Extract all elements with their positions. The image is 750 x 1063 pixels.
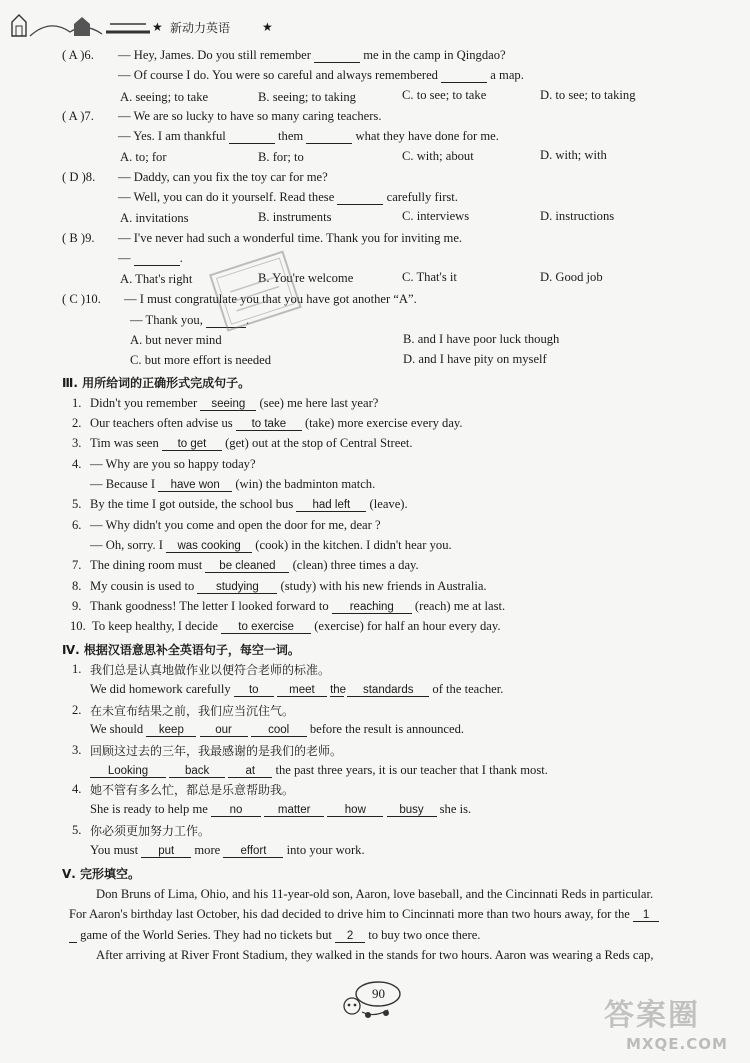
option: C. but more effort is needed	[130, 353, 272, 367]
option: B. seeing; to taking	[258, 90, 356, 104]
passage-line: For Aaron's birthday last October, his dad decided to drive him to Cincinnati more than two hours away, for the 1	[69, 907, 659, 922]
fill-sentence: Thank goodness! The letter I looked forward to reaching (reach) me at last.	[90, 599, 506, 613]
item-number: 2.	[72, 703, 82, 717]
header-star-right: ★	[262, 20, 273, 34]
answer-paren: ( A )6.	[62, 48, 94, 62]
answer-paren: ( D )8.	[62, 170, 96, 184]
passage-line: After arriving at River Front Stadium, they walked in the stands for two hours. Aaron was wearing a Reds cap,	[96, 948, 654, 962]
item-number: 5.	[72, 823, 82, 837]
question-line: — Thank you, .	[130, 313, 250, 327]
option: D. Good job	[540, 270, 603, 284]
english-sentence: We did homework carefully to meet the standards of the teacher.	[90, 682, 504, 696]
page-number: 90	[372, 986, 385, 1001]
item-number: 4.	[72, 457, 82, 471]
fill-sentence: Tim was seen to get (get) out at the stop of Central Street.	[90, 436, 413, 450]
option: B. instruments	[258, 210, 332, 224]
fill-sentence: To keep healthy, I decide to exercise (exercise) for half an hour every day.	[92, 619, 501, 633]
question-line: — Well, you can do it yourself. Read these carefully first.	[118, 190, 458, 204]
item-number: 8.	[72, 579, 82, 593]
item-number: 1.	[72, 662, 82, 676]
section-title: Ⅲ. 用所给词的正确形式完成句子。	[62, 376, 251, 390]
question-line: — I must congratulate you that you have got another “A”.	[124, 292, 417, 306]
passage-line: Don Bruns of Lima, Ohio, and his 11-year-old son, Aaron, love baseball, and the Cincinnati Reds in particular.	[96, 887, 654, 901]
answer-paren: ( B )9.	[62, 231, 95, 245]
fill-sentence: By the time I got outside, the school bus had left (leave).	[90, 497, 408, 511]
question-line: — Hey, James. Do you still remember me in the camp in Qingdao?	[118, 48, 506, 62]
chinese-prompt: 她不管有多么忙，都总是乐意帮助我。	[90, 783, 295, 797]
stamp-mark-icon	[208, 248, 304, 338]
item-number: 10.	[70, 619, 86, 633]
english-sentence: We should keep our cool before the result is announced.	[90, 722, 465, 736]
option: D. with; with	[540, 148, 607, 162]
header-decoration-icon	[10, 12, 160, 38]
fill-sentence: — Why didn't you come and open the door for me, dear ?	[90, 518, 381, 532]
fill-sentence: Our teachers often advise us to take (take) more exercise every day.	[90, 416, 463, 430]
option: C. interviews	[402, 209, 470, 223]
section-title: Ⅴ. 完形填空。	[62, 867, 141, 881]
question-line: — Of course I do. You were so careful and always remembered a map.	[118, 68, 524, 82]
option: C. to see; to take	[402, 88, 487, 102]
watermark-logo: 答案圈	[604, 998, 700, 1033]
question-line: — Daddy, can you fix the toy car for me?	[118, 170, 328, 184]
option: A. but never mind	[130, 333, 222, 347]
item-number: 7.	[72, 558, 82, 572]
item-number: 2.	[72, 416, 82, 430]
item-number: 3.	[72, 743, 82, 757]
option: C. with; about	[402, 149, 474, 163]
passage-line: game of the World Series. They had no tickets but 2 to buy two once there.	[69, 928, 480, 943]
question-line: — I've never had such a wonderful time. Thank you for inviting me.	[118, 231, 463, 245]
item-number: 3.	[72, 436, 82, 450]
option: B. for; to	[258, 150, 304, 164]
header-title: 新动力英语	[170, 21, 231, 35]
option: D. instructions	[540, 209, 615, 223]
answer-paren: ( A )7.	[62, 109, 94, 123]
header-star-left: ★	[152, 20, 163, 34]
chinese-prompt: 在未宣布结果之前，我们应当沉住气。	[90, 704, 295, 718]
question-line: — We are so lucky to have so many caring teachers.	[118, 109, 382, 123]
fill-sentence: — Oh, sorry. I was cooking (cook) in the kitchen. I didn't hear you.	[90, 538, 452, 552]
item-number: 6.	[72, 518, 82, 532]
fill-sentence: Didn't you remember seeing (see) me here last year?	[90, 396, 379, 410]
fill-sentence: — Because I have won (win) the badminton match.	[90, 477, 376, 491]
option: D. and I have pity on myself	[403, 352, 547, 366]
option: D. to see; to taking	[540, 88, 636, 102]
option: A. invitations	[120, 211, 189, 225]
option: C. That's it	[402, 270, 457, 284]
watermark-url: MXQE.COM	[626, 1035, 728, 1053]
item-number: 1.	[72, 396, 82, 410]
item-number: 9.	[72, 599, 82, 613]
chinese-prompt: 我们总是认真地做作业以便符合老师的标准。	[90, 663, 331, 677]
option: A. seeing; to take	[120, 90, 209, 104]
english-sentence: You must put more effort into your work.	[90, 843, 365, 857]
question-line: — Yes. I am thankful them what they have done for me.	[118, 129, 499, 143]
item-number: 5.	[72, 497, 82, 511]
option: B. and I have poor luck though	[403, 332, 560, 346]
fill-sentence: The dining room must be cleaned (clean) three times a day.	[90, 558, 419, 572]
question-line: — .	[118, 251, 183, 265]
option: A. to; for	[120, 150, 167, 164]
section-title: Ⅳ. 根据汉语意思补全英语句子，每空一词。	[62, 643, 300, 657]
option: B. You're welcome	[258, 271, 354, 285]
english-sentence: She is ready to help me no matter how busy she is.	[90, 802, 472, 816]
chinese-prompt: 你必须更加努力工作。	[90, 824, 211, 838]
option: A. That's right	[120, 272, 193, 286]
fill-sentence: — Why are you so happy today?	[90, 457, 256, 471]
english-sentence: Looking back at the past three years, it is our teacher that I thank most.	[90, 763, 548, 778]
chinese-prompt: 回顾这过去的三年，我最感谢的是我们的老师。	[90, 744, 343, 758]
fill-sentence: My cousin is used to studying (study) with his new friends in Australia.	[90, 579, 487, 593]
answer-paren: ( C )10.	[62, 292, 101, 306]
item-number: 4.	[72, 782, 82, 796]
